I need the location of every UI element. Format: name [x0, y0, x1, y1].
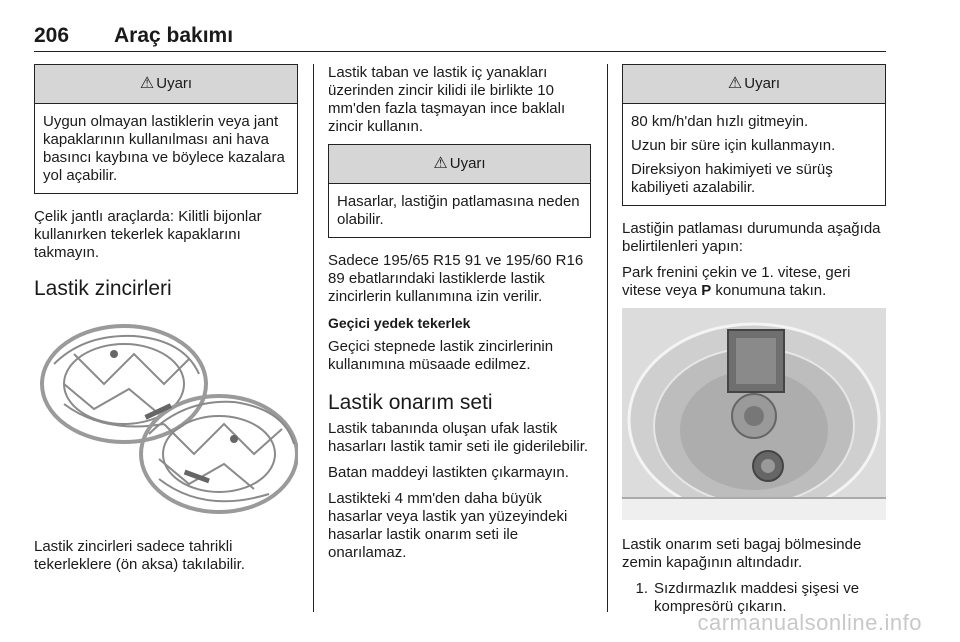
warning-triangle-icon: ⚠ — [139, 75, 155, 92]
section-heading: Lastik onarım seti — [328, 391, 493, 414]
paragraph: Lastik tabanında oluşan ufak lastik hasarları lastik tamir seti ile giderilebilir. — [328, 420, 589, 455]
column-3 — [622, 64, 886, 616]
warning-box — [328, 144, 591, 238]
column-1 — [34, 64, 298, 582]
warning-box — [622, 64, 886, 206]
warning-text: Uygun olmayan lastiklerin veya jant kapaklarının kullanılması ani hava basıncı kaybına ve böylece kazalara yol açabilir. — [43, 113, 285, 184]
warning-body — [623, 104, 885, 205]
warning-body — [329, 184, 590, 237]
paragraph: Çelik jantlı araçlarda: Kilitli bijonlar kullanırken tekerlek kapaklarını takmayın. — [34, 208, 262, 261]
warning-body — [35, 104, 297, 193]
warning-line: Direksiyon hakimiyeti ve sürüş kabiliyeti azalabilir. — [631, 161, 833, 196]
paragraph: Park frenini çekin ve 1. vitese, geri vitese veya P konumuna takın. — [622, 264, 851, 299]
warning-heading: Uyarı — [156, 75, 193, 92]
paragraph: Sadece 195/65 R15 91 ve 195/60 R16 89 ebatlarındaki lastiklerde lastik zincirlerin kullanımına izin verilir. — [328, 252, 584, 305]
step-text: Sızdırmazlık maddesi şişesi ve kompresörü çıkarın. — [654, 580, 860, 615]
paragraph: Lastikteki 4 mm'den daha büyük hasarlar veya lastik yan yüzeyindeki hasarlar lastik onarım seti ile onarılamaz. — [328, 490, 568, 561]
page-number: 206 — [34, 24, 70, 47]
warning-triangle-icon: ⚠ — [727, 75, 743, 92]
paragraph: Geçici stepnede lastik zincirlerinin kullanımına müsaade edilmez. — [328, 338, 554, 373]
page-header — [34, 24, 886, 52]
paragraph: Lastik taban ve lastik iç yanakları üzerinden zincir kilidi ile birlikte 10 mm'den fazla taşmayan ince baklalı zincir kullanın. — [328, 64, 566, 135]
paragraph: Lastiğin patlaması durumunda aşağıda belirtilenleri yapın: — [622, 220, 881, 255]
tire-repair-kit-in-trunk-photo — [622, 308, 886, 520]
warning-heading: Uyarı — [744, 75, 781, 92]
warning-triangle-icon: ⚠ — [433, 155, 448, 172]
watermark: carmanualsonline.info — [697, 610, 922, 635]
snow-chains-illustration — [34, 314, 298, 524]
warning-line: 80 km/h'dan hızlı gitmeyin. — [631, 113, 809, 130]
warning-box — [34, 64, 298, 194]
warning-header — [35, 65, 297, 104]
page-title: Araç bakımı — [114, 24, 234, 47]
paragraph: Lastik onarım seti bagaj bölmesinde zemin kapağının altındadır. — [622, 536, 862, 571]
column-divider — [313, 64, 314, 612]
gear-p-label: P — [701, 282, 712, 299]
warning-heading: Uyarı — [449, 155, 486, 172]
section-heading: Lastik zincirleri — [34, 277, 172, 300]
image-caption: Lastik zincirleri sadece tahrikli tekerleklere (ön aksa) takılabilir. — [34, 538, 245, 573]
warning-line: Uzun bir süre için kullanmayın. — [631, 137, 836, 154]
step-number: 1. — [635, 580, 648, 597]
warning-header — [623, 65, 885, 104]
warning-header — [329, 145, 590, 184]
column-divider — [607, 64, 608, 612]
paragraph: Batan maddeyi lastikten çıkarmayın. — [328, 464, 569, 481]
subheading: Geçici yedek tekerlek — [328, 315, 471, 331]
warning-text: Hasarlar, lastiğin patlamasına neden olabilir. — [337, 193, 580, 228]
column-2 — [328, 64, 591, 570]
